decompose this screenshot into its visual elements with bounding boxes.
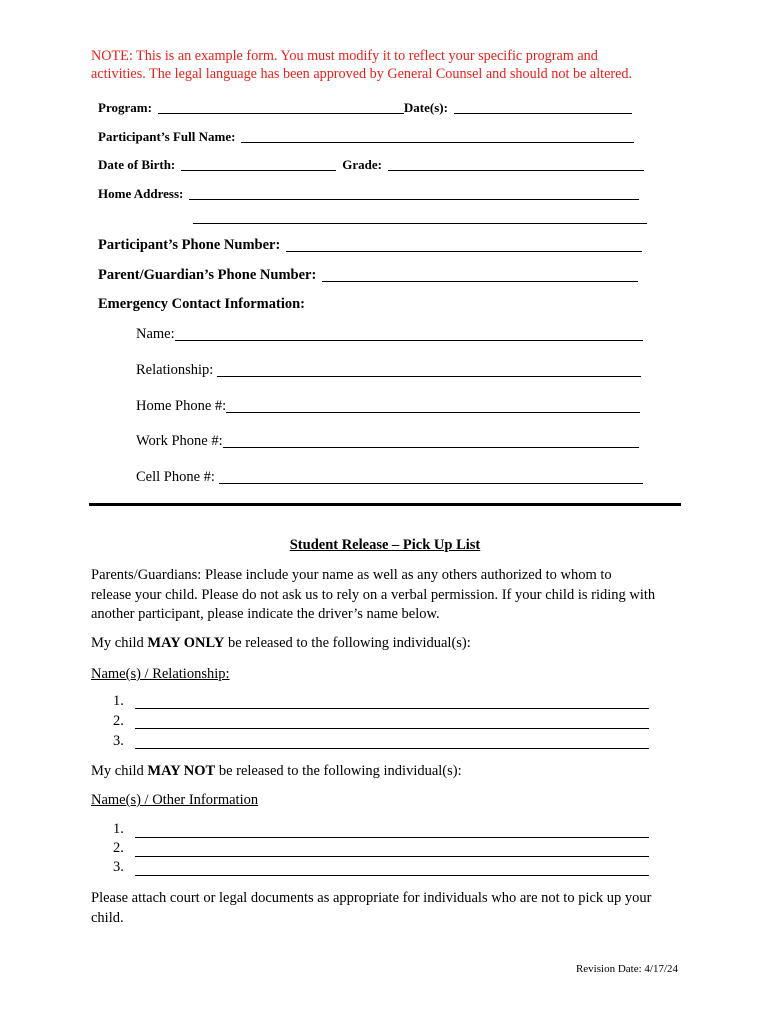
emergency-relationship-row [136, 362, 641, 379]
emergency-work-phone-row [136, 433, 639, 450]
grade-label: Grade: [342, 157, 382, 172]
emergency-home-phone-field[interactable] [226, 400, 640, 413]
emergency-name-label: Name: [136, 326, 175, 342]
intro-line-1: Parents/Guardians: Please include your name as well as any others authorized to whom to [91, 567, 612, 583]
allowed-entry-3[interactable] [135, 748, 649, 749]
names-other-text: Name(s) / Other Information [91, 792, 259, 808]
full-name-label: Participant’s Full Name: [98, 129, 236, 144]
home-address-field-line-2[interactable] [193, 223, 647, 224]
home-address-label: Home Address: [98, 186, 184, 201]
program-field[interactable] [158, 101, 404, 114]
intro-line-2: release your child. Please do not ask us to rely on a verbal permission. If your child is riding with [91, 586, 656, 603]
denied-number-3: 3. [113, 859, 124, 875]
denied-entry-3[interactable] [135, 875, 649, 876]
section-divider [89, 503, 681, 506]
names-relationship-text: Name(s) / Relationship: [91, 666, 230, 682]
may-only-statement [91, 634, 686, 654]
emergency-work-phone-label: Work Phone #: [136, 433, 223, 449]
revision-date: Revision Date: 4/17/24 [575, 963, 678, 975]
note-line-2: activities. The legal language has been approved by General Counsel and should not be altered. [91, 66, 633, 82]
names-other-heading [91, 791, 686, 811]
may-not-pre: My child [91, 763, 148, 779]
parent-phone-row [98, 267, 638, 284]
emergency-relationship-field[interactable] [217, 364, 641, 377]
names-relationship-heading [91, 665, 686, 685]
emergency-cell-phone-field[interactable] [219, 471, 643, 484]
emergency-heading-text: Emergency Contact Information: [98, 296, 305, 312]
emergency-name-row [136, 326, 643, 343]
denied-entry-2[interactable] [135, 856, 649, 857]
may-only-pre: My child [91, 635, 148, 651]
home-address-row [98, 186, 639, 202]
release-intro [91, 566, 686, 625]
intro-line-3: another participant, please indicate the driver’s name below. [91, 606, 440, 622]
may-not-post: be released to the following individual(s): [215, 763, 462, 779]
allowed-number-1: 1. [113, 693, 124, 709]
denied-number-1: 1. [113, 821, 124, 837]
emergency-work-phone-field[interactable] [223, 435, 639, 448]
may-only-bold: MAY ONLY [147, 635, 225, 651]
dates-label: Date(s): [403, 100, 448, 115]
full-name-field[interactable] [241, 130, 634, 143]
emergency-cell-phone-row [136, 469, 643, 486]
may-only-post: be released to the following individual(s): [224, 635, 471, 651]
emergency-name-field[interactable] [175, 328, 643, 341]
dob-row [98, 157, 644, 173]
dates-field[interactable] [454, 101, 632, 114]
note-line-1: NOTE: This is an example form. You must modify it to reflect your specific program and [91, 48, 598, 64]
participant-phone-row [98, 237, 642, 254]
attach-documents-note [91, 889, 686, 928]
emergency-home-phone-label: Home Phone #: [136, 398, 227, 414]
full-name-row [98, 129, 634, 145]
attach-line-1: Please attach court or legal documents as appropriate for individuals who are not to pick up your [91, 890, 652, 906]
dob-label: Date of Birth: [98, 157, 176, 172]
parent-phone-field[interactable] [322, 269, 638, 282]
may-not-statement [91, 762, 686, 782]
denied-entry-1[interactable] [135, 837, 649, 838]
release-title [0, 537, 770, 554]
dob-field[interactable] [181, 158, 336, 171]
emergency-contact-heading [98, 296, 305, 313]
program-label: Program: [98, 100, 152, 115]
home-address-field[interactable] [189, 187, 639, 200]
emergency-home-phone-row [136, 398, 640, 415]
denied-number-2: 2. [113, 840, 124, 856]
allowed-number-3: 3. [113, 733, 124, 749]
participant-phone-field[interactable] [286, 239, 642, 252]
release-title-text: Student Release – Pick Up List [289, 537, 481, 553]
program-row [98, 100, 632, 116]
example-form-note [91, 47, 691, 83]
parent-phone-label: Parent/Guardian’s Phone Number: [98, 267, 317, 283]
may-not-bold: MAY NOT [147, 763, 216, 779]
participant-phone-label: Participant’s Phone Number: [98, 237, 281, 253]
allowed-number-2: 2. [113, 713, 124, 729]
allowed-entry-1[interactable] [135, 708, 649, 709]
emergency-cell-phone-label: Cell Phone #: [136, 469, 215, 485]
grade-field[interactable] [388, 158, 644, 171]
allowed-entry-2[interactable] [135, 728, 649, 729]
emergency-relationship-label: Relationship: [136, 362, 214, 378]
attach-line-2: child. [91, 909, 124, 926]
